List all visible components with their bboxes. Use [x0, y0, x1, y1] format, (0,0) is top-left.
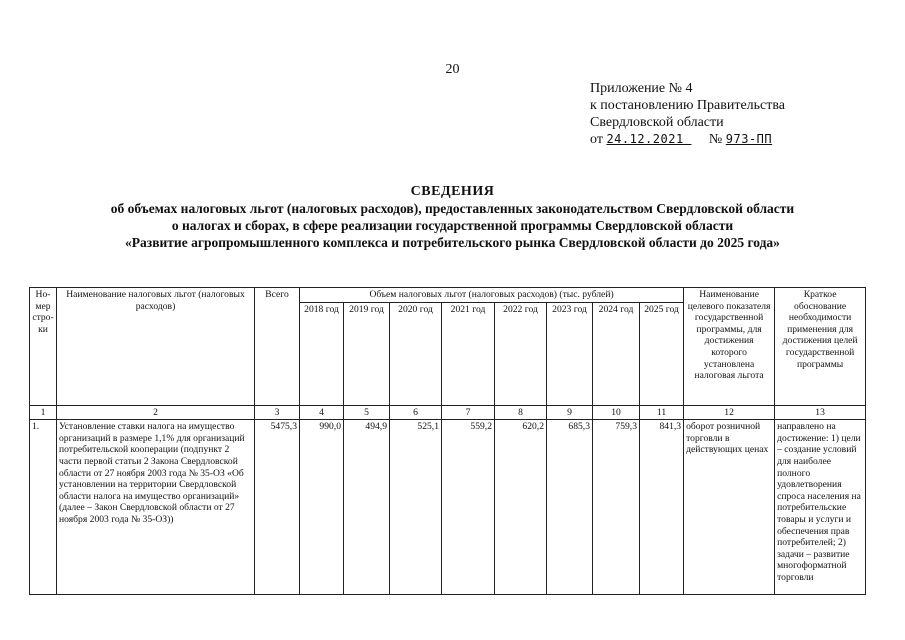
header-justification: Краткое обоснование необходимости применения для достижения целей государственной программы: [775, 288, 866, 406]
header-year: 2024 год: [593, 302, 640, 405]
appendix-date-line: [590, 131, 785, 148]
appendix-number-label: №: [708, 132, 723, 147]
column-number: 7: [442, 405, 495, 420]
column-number: 12: [684, 405, 775, 420]
column-number: 2: [57, 405, 255, 420]
row-year-value: 525,1: [390, 420, 442, 595]
header-year: 2023 год: [547, 302, 593, 405]
row-total: 5475,3: [255, 420, 300, 595]
column-number: 5: [344, 405, 390, 420]
row-justification: направлено на достижение: 1) цели – создание условий для наиболее полного удовлетворения спроса населения на потребительские товары и услуги и обеспечения прав потребителей; 2) задачи – развитие многоформатной торговли: [775, 420, 866, 595]
row-indicator: оборот розничной торговли в действующих ценах: [684, 420, 775, 595]
appendix-from-label: от: [590, 132, 603, 147]
page-number: 20: [445, 62, 460, 77]
row-year-value: 759,3: [593, 420, 640, 595]
column-number: 13: [775, 405, 866, 420]
column-number: 8: [495, 405, 547, 420]
appendix-number: 973-ПП: [725, 132, 773, 146]
row-year-value: 620,2: [495, 420, 547, 595]
header-year: 2019 год: [344, 302, 390, 405]
row-year-value: 559,2: [442, 420, 495, 595]
title-line-2: о налогах и сборах, в сфере реализации государственной программы Свердловской области: [171, 218, 734, 233]
appendix-line-1: Приложение № 4: [590, 81, 693, 96]
header-year: 2022 год: [495, 302, 547, 405]
header-year: 2020 год: [390, 302, 442, 405]
header-year: 2025 год: [640, 302, 684, 405]
row-year-value: 841,3: [640, 420, 684, 595]
header-name: Наименование налоговых льгот (налоговых расходов): [57, 288, 255, 406]
column-number: 11: [640, 405, 684, 420]
title-line-1: об объемах налоговых льгот (налоговых расходов), предоставленных законодательством Свердловской области: [110, 201, 795, 216]
column-number: 6: [390, 405, 442, 420]
document-title: [0, 183, 905, 251]
header-year: 2021 год: [442, 302, 495, 405]
row-year-value: 990,0: [300, 420, 344, 595]
row-number: 1.: [30, 420, 57, 595]
column-number: 1: [30, 405, 57, 420]
header-row-1: [30, 288, 866, 303]
header-total: Всего: [255, 288, 300, 406]
header-indicator: Наименование целевого показателя государственной программы, для достижения которого установлена налоговая льгота: [684, 288, 775, 406]
appendix-date: 24.12.2021: [606, 132, 692, 146]
header-volume: Объем налоговых льгот (налоговых расходов) (тыс. рублей): [300, 288, 684, 303]
title-main: СВЕДЕНИЯ: [410, 184, 495, 199]
column-number-row: [30, 405, 866, 420]
column-number: 3: [255, 405, 300, 420]
column-number: 10: [593, 405, 640, 420]
appendix-line-2: к постановлению Правительства: [590, 98, 786, 113]
row-year-value: 685,3: [547, 420, 593, 595]
title-line-3: «Развитие агропромышленного комплекса и потребительского рынка Свердловской области до 2025 года»: [125, 235, 780, 250]
column-number: 9: [547, 405, 593, 420]
tax-benefits-table: [29, 287, 866, 595]
header-row-no: Но-мер стро-ки: [30, 288, 57, 406]
appendix-line-3: Свердловской области: [590, 115, 724, 130]
appendix-block: [590, 80, 785, 148]
table-row: [30, 420, 866, 595]
header-year: 2018 год: [300, 302, 344, 405]
column-number: 4: [300, 405, 344, 420]
row-benefit-name: Установление ставки налога на имущество организаций в размере 1,1% для организаций потребительской кооперации (подпункт 2 части первой статьи 2 Закона Свердловской области от 27 ноября 2003 года № 35-ОЗ «Об установлении на территории Свердловской области налога на имущество организаций» (далее – Закон Свердловской области от 27 ноября 2003 года № 35-ОЗ)): [57, 420, 255, 595]
row-year-value: 494,9: [344, 420, 390, 595]
